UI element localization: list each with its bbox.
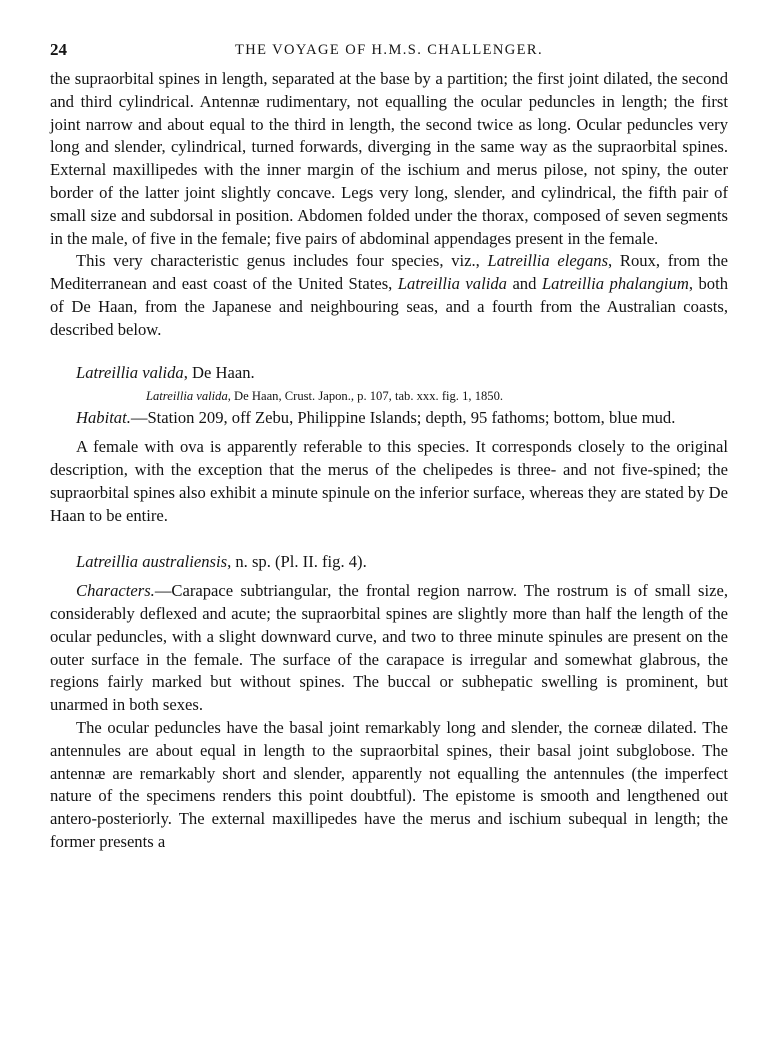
species-name: Latreillia elegans — [487, 251, 609, 271]
book-page — [50, 40, 728, 854]
characters-paragraph: Characters.—Carapace subtriangular, the frontal region narrow. The rostrum is of small size, considerably deflexed and acute; the supraorbital spines are slightly more than half the length of the ocular peduncles, with a slight downward curve, and two to three minute spinules are present on the outer surface in the female. The surface of the carapace is irregular and somewhat glabrous, the regions fairly marked but without spines. The buccal or subhepatic swelling is prominent, but unarmed in both sexes. — [50, 581, 728, 715]
species-heading-valida: Latreillia valida, De Haan. — [76, 362, 255, 382]
genus-description-paragraph: the supraorbital spines in length, separated at the base by a partition; the first joint dilated, the second and third cylindrical. Antennæ rudimentary, not equalling the ocular peduncles in length; the first joint narrow and about equal to the third in length, the second twice as long. Ocular peduncles very long and slender, cylindrical, turned forwards, diverging in the same way as the supraorbital spines. External maxillipedes with the inner margin of the ischium and merus pilose, not spiny, the outer border of the latter joint slightly concave. Legs very long, slender, and cylindrical, the fifth pair of small size and subdorsal in position. Abdomen folded under the thorax, composed of seven segments in the male, of five in the female; five pairs of abdominal appendages present in the female. — [50, 69, 728, 248]
genus-species-paragraph: This very characteristic genus includes four species, viz., Latreillia elegans, Roux, from the Mediterranean and east coast of the United States, Latreillia valida and Latreillia phalangium, both of De Haan, from the Japanese and neighbouring seas, and a fourth from the Australian coasts, described below. — [50, 251, 728, 339]
habitat-label: Habitat. — [76, 408, 131, 428]
bibliographic-reference: Latreillia valida, De Haan, Crust. Japon., p. 107, tab. xxx. fig. 1, 1850. — [146, 389, 504, 404]
habitat-paragraph: Habitat.—Station 209, off Zebu, Philippine Islands; depth, 95 fathoms; bottom, blue mud. — [76, 408, 676, 428]
page-header — [50, 40, 728, 68]
valida-remarks-paragraph: A female with ova is apparently referable to this species. It corresponds closely to the original description, with the exception that the merus of the chelipedes is three- and not five-spined; the supraorbital spines also exhibit a minute spinule on the inferior surface, whereas they are stated by De Haan to be entire. — [50, 437, 728, 525]
species-name: Latreillia valida — [397, 274, 507, 294]
species-name: Latreillia phalangium — [541, 274, 689, 294]
species-heading-australiensis: Latreillia australiensis, n. sp. (Pl. II. fig. 4). — [76, 552, 367, 572]
ocular-peduncles-paragraph: The ocular peduncles have the basal joint remarkably long and slender, the corneæ dilated. The antennules are about equal in length to the supraorbital spines, their basal joint subglobose. The antennæ are remarkably short and slender, apparently not equalling the antennules (the imperfect nature of the specimens renders this point doubtful). The epistome is smooth and lengthened out antero-posteriorly. The external maxillipedes have the merus and ischium subequal in length; the former presents a — [50, 717, 728, 851]
page-number: 24 — [50, 40, 67, 59]
characters-label: Characters. — [76, 581, 155, 601]
running-head: THE VOYAGE OF H.M.S. CHALLENGER. — [235, 42, 543, 58]
